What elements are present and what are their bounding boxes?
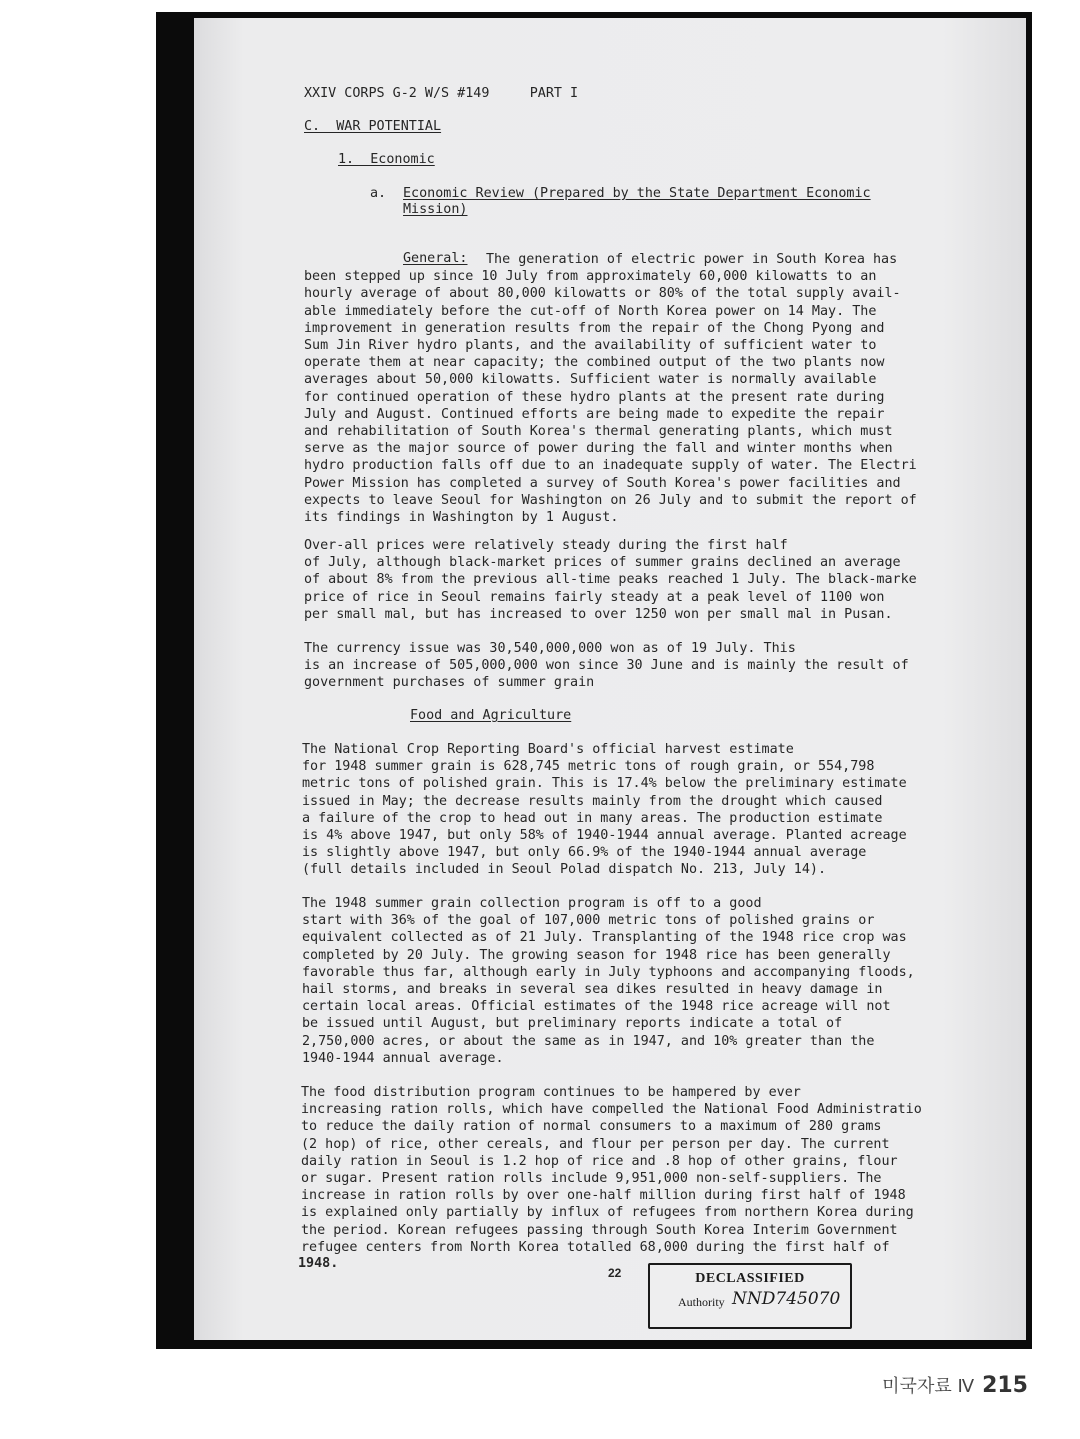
paragraph-prices: Over-all prices were relatively steady during the first half of July, although black-market prices of summer grains declined an average of about 8% from the previous all-time peaks reached 1 July. The black-marke price of rice in Seoul remains fairly steady at a peak level of 1100 won per small mal, but has increased to over 1250 won per small mal in Pusan.: [304, 538, 917, 622]
paragraph-collection: The 1948 summer grain collection program is off to a good start with 36% of the goal of 107,000 metric tons of polished grains or equivalent collected as of 21 July. Transplanting of the 1948 rice crop was completed by 20 July. The growing season for 1948 rice has been generally favorable thus far, although early in July typhoons and accompanying floods, hail storms, and breaks in several sea dikes resulted in heavy damage in certain local areas. Official estimates of the 1948 rice acreage will not be issued until August, but preliminary reports indicate a total of 2,750,000 acres, or about the same as in 1947, and 10% greater than the 1940-1944 annual average.: [302, 896, 915, 1066]
footer-page-number: 215: [982, 1373, 1028, 1398]
page-footer: [882, 1372, 1028, 1398]
paragraph-general: The generation of electric power in South Korea has been stepped up since 10 July from approximately 60,000 kilowatts to an hourly average of about 80,000 kilowatts or 80% of the total supply avail- able immediately before the cut-off of North Korea power on 14 May. The improvement in generation results from the repair of the Chong Pyong and Sum Jin River hydro plants, and the availability of sufficient water to operate them at near capacity; the combined output of the two plants now averages about 50,000 kilowatts. Sufficient water is normally available for continued operation of these hydro plants at the present rate during July and August. Continued efforts are being made to expedite the repair and rehabilitation of South Korea's thermal generating plants, which must serve as the major source of power during the fall and winter months when hydro production falls off due to an inadequate supply of water. The Electri Power Mission has completed a survey of South Korea's power facilities and expects to leave Seoul for Washington on 26 July and to submit the report of its findings in Washington by 1 August.: [304, 252, 917, 526]
section-1-heading: 1. Economic: [338, 152, 435, 167]
declassified-authority-number: NND745070: [732, 1289, 841, 1309]
general-lead: General:: [403, 251, 468, 266]
section-c-heading: C. WAR POTENTIAL: [304, 119, 442, 134]
declassified-authority-label: Authority: [678, 1295, 725, 1309]
document-page-number: 22: [608, 1266, 622, 1280]
paragraph-currency: The currency issue was 30,540,000,000 won as of 19 July. This is an increase of 505,000,000 won since 30 June and is mainly the result of government purchases of summer grain: [304, 641, 909, 691]
paragraph-distribution-end: 1948.: [298, 1256, 339, 1271]
declassified-stamp: [648, 1263, 852, 1329]
section-a-label: a.: [370, 186, 387, 201]
document-header: XXIV CORPS G-2 W/S #149 PART I: [304, 86, 579, 101]
food-agriculture-heading: Food and Agriculture: [410, 708, 572, 723]
paragraph-harvest: The National Crop Reporting Board's official harvest estimate for 1948 summer grain is 628,745 metric tons of rough grain, or 554,798 metric tons of polished grain. This is 17.4% below the preliminary estimate issued in May; the decrease results mainly from the drought which caused a failure of the crop to head out in many areas. The production estimate is 4% above 1947, but only 58% of 1940-1944 annual average. Planted acreage is slightly above 1947, but only 66.9% of the 1940-1944 annual average (full details included in Seoul Polad dispatch No. 213, July 14).: [302, 742, 907, 878]
paragraph-distribution: The food distribution program continues to be hampered by ever increasing ration rolls, which have compelled the National Food Administratio to reduce the daily ration of normal consumers to a maximum of 280 grams (2 hop) of rice, other cereals, and flour per person per day. The current daily ration in Seoul is 1.2 hop of rice and .8 hop of other grains, flour or sugar. Present ration rolls include 9,951,000 non-self-suppliers. The increase in ration rolls by over one-half million during first half of 1948 is explained only partially by influx of refugees from northern Korea during the period. Korean refugees passing through South Korea Interim Government refugee centers from North Korea totalled 68,000 during the first half of: [301, 1085, 922, 1255]
declassified-stamp-title: DECLASSIFIED: [695, 1271, 805, 1286]
section-a-title-line-2: Mission): [403, 202, 468, 217]
section-a-title-line-1: Economic Review (Prepared by the State Department Economic: [403, 186, 871, 201]
footer-label: 미국자료 Ⅳ: [882, 1376, 975, 1397]
